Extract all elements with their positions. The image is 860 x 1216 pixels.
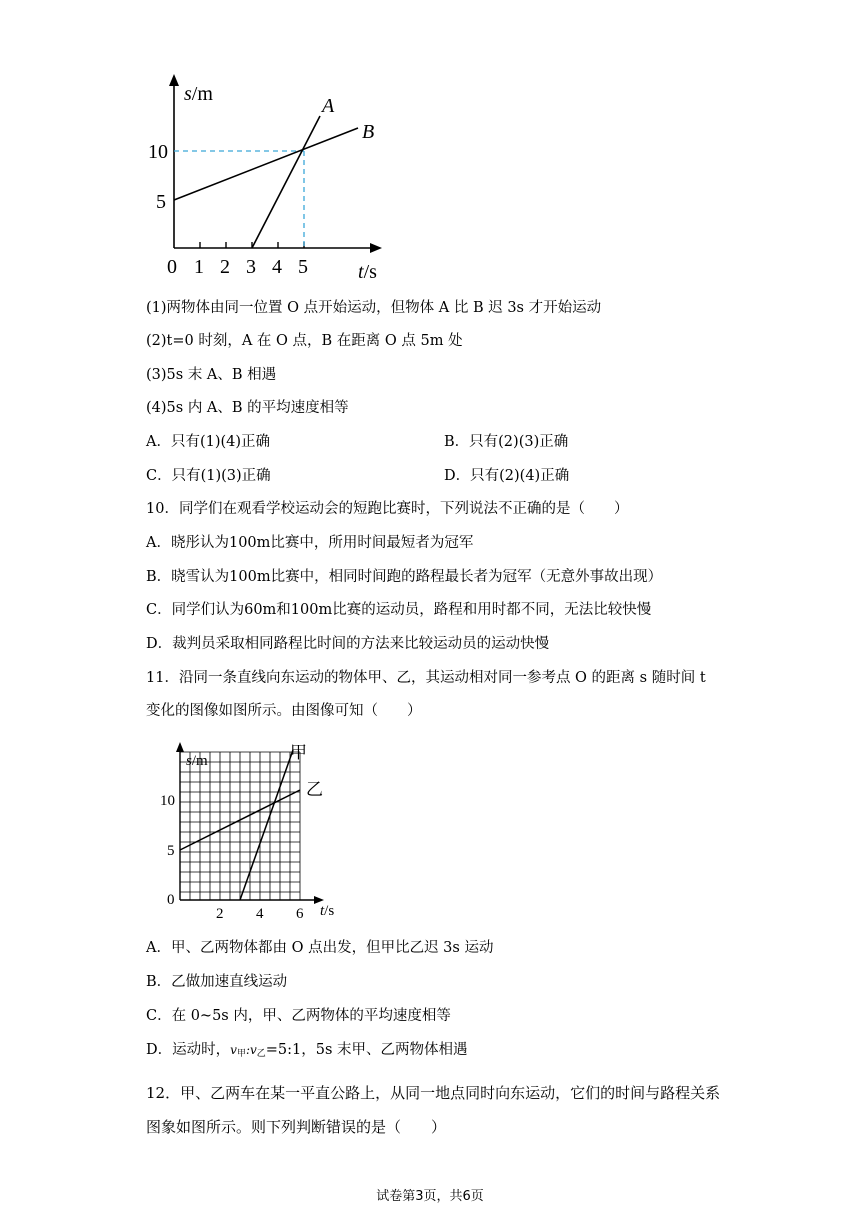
series-b-label: B (362, 121, 375, 143)
q12-stem-line1: 12．甲、乙两车在某一平直公路上，从同一地点同时向东运动，它们的时间与路程关系 (146, 1084, 721, 1102)
x-tick-2: 2 (220, 256, 230, 278)
x-tick-0: 0 (167, 256, 177, 278)
y-tick-5: 5 (167, 843, 175, 859)
q9-statement-3: (3)5s 末 A、B 相遇 (146, 367, 277, 383)
y-axis-arrow (176, 742, 184, 752)
series-jia-line (240, 750, 293, 900)
q10-option-c[interactable]: C．同学们认为60m和100m比赛的运动员，路程和用时都不同，无法比较快慢 (146, 602, 652, 618)
q9-statement-4: (4)5s 内 A、B 的平均速度相等 (146, 400, 349, 416)
x-axis-arrow (370, 243, 382, 253)
series-a-label: A (322, 95, 335, 117)
x-tick-5: 5 (298, 256, 308, 278)
x-tick-6: 6 (296, 906, 304, 922)
chart-st-graph-ab (140, 70, 400, 285)
x-tick-4: 4 (272, 256, 282, 278)
series-a-line (252, 116, 320, 248)
series-jia-label: 甲 (290, 743, 307, 762)
x-tick-2: 2 (216, 906, 224, 922)
y-tick-5: 5 (156, 191, 166, 213)
q11-stem-line2: 变化的图像如图所示。由图像可知（ ） (146, 703, 422, 719)
chart-st-graph-jia-yi (160, 740, 350, 922)
q10-stem: 10．同学们在观看学校运动会的短跑比赛时，下列说法不正确的是（ ） (146, 501, 629, 517)
y-axis-arrow (169, 74, 179, 86)
q9-option-c[interactable]: C．只有(1)(3)正确 (146, 468, 271, 484)
q11-option-c[interactable]: C．在 0~5s 内，甲、乙两物体的平均速度相等 (146, 1008, 451, 1024)
x-axis-label: t/s (320, 903, 335, 919)
q9-statement-2: (2)t=0 时刻，A 在 O 点，B 在距离 O 点 5m 处 (146, 333, 463, 349)
y-tick-10: 10 (148, 141, 168, 163)
x-tick-1: 1 (194, 256, 204, 278)
x-tick-4: 4 (256, 906, 264, 922)
q9-statement-1: (1)两物体由同一位置 O 点开始运动，但物体 A 比 B 迟 3s 才开始运动 (146, 300, 602, 316)
series-yi-label: 乙 (306, 780, 323, 799)
q10-option-d[interactable]: D．裁判员采取相同路程比时间的方法来比较运动员的运动快慢 (146, 636, 550, 652)
q11-option-d-suffix: =5:1，5s 末甲、乙两物体相遇 (265, 1042, 468, 1058)
q10-option-a[interactable]: A．晓彤认为100m比赛中，所用时间最短者为冠军 (146, 535, 474, 551)
y-tick-10: 10 (160, 793, 175, 809)
q9-option-b[interactable]: B．只有(2)(3)正确 (444, 434, 569, 450)
q9-option-a[interactable]: A．只有(1)(4)正确 (146, 434, 271, 450)
q11-option-a[interactable]: A．甲、乙两物体都由 O 点出发，但甲比乙迟 3s 运动 (146, 940, 494, 956)
y-tick-0: 0 (167, 892, 175, 908)
x-tick-3: 3 (246, 256, 256, 278)
q11-option-d-v1: v (230, 1043, 237, 1057)
q11-option-d-sub1: 甲 (236, 1049, 246, 1059)
q11-option-d-prefix: D．运动时， (146, 1042, 231, 1058)
q11-option-d-v2: :v (245, 1043, 257, 1057)
q11-option-b[interactable]: B．乙做加速直线运动 (146, 974, 288, 990)
grid (180, 752, 300, 900)
series-b-line (174, 128, 358, 200)
q9-option-d[interactable]: D．只有(2)(4)正确 (444, 468, 570, 484)
q11-option-d[interactable] (146, 1040, 468, 1064)
q11-stem-line1: 11．沿同一条直线向东运动的物体甲、乙，其运动相对同一参考点 O 的距离 s 随时间 t (146, 670, 706, 686)
q10-option-b[interactable]: B．晓雪认为100m比赛中，相同时间跑的路程最长者为冠军（无意外事故出现） (146, 569, 663, 585)
y-axis-label: s/m (186, 753, 208, 769)
q11-option-d-sub2: 乙 (256, 1049, 266, 1059)
x-axis-label: t/s (358, 261, 377, 283)
q12-stem-line2: 图象如图所示。则下列判断错误的是（ ） (146, 1118, 447, 1136)
page-footer: 试卷第3页，共6页 (376, 1189, 484, 1204)
y-axis-label: s/m (184, 83, 213, 105)
